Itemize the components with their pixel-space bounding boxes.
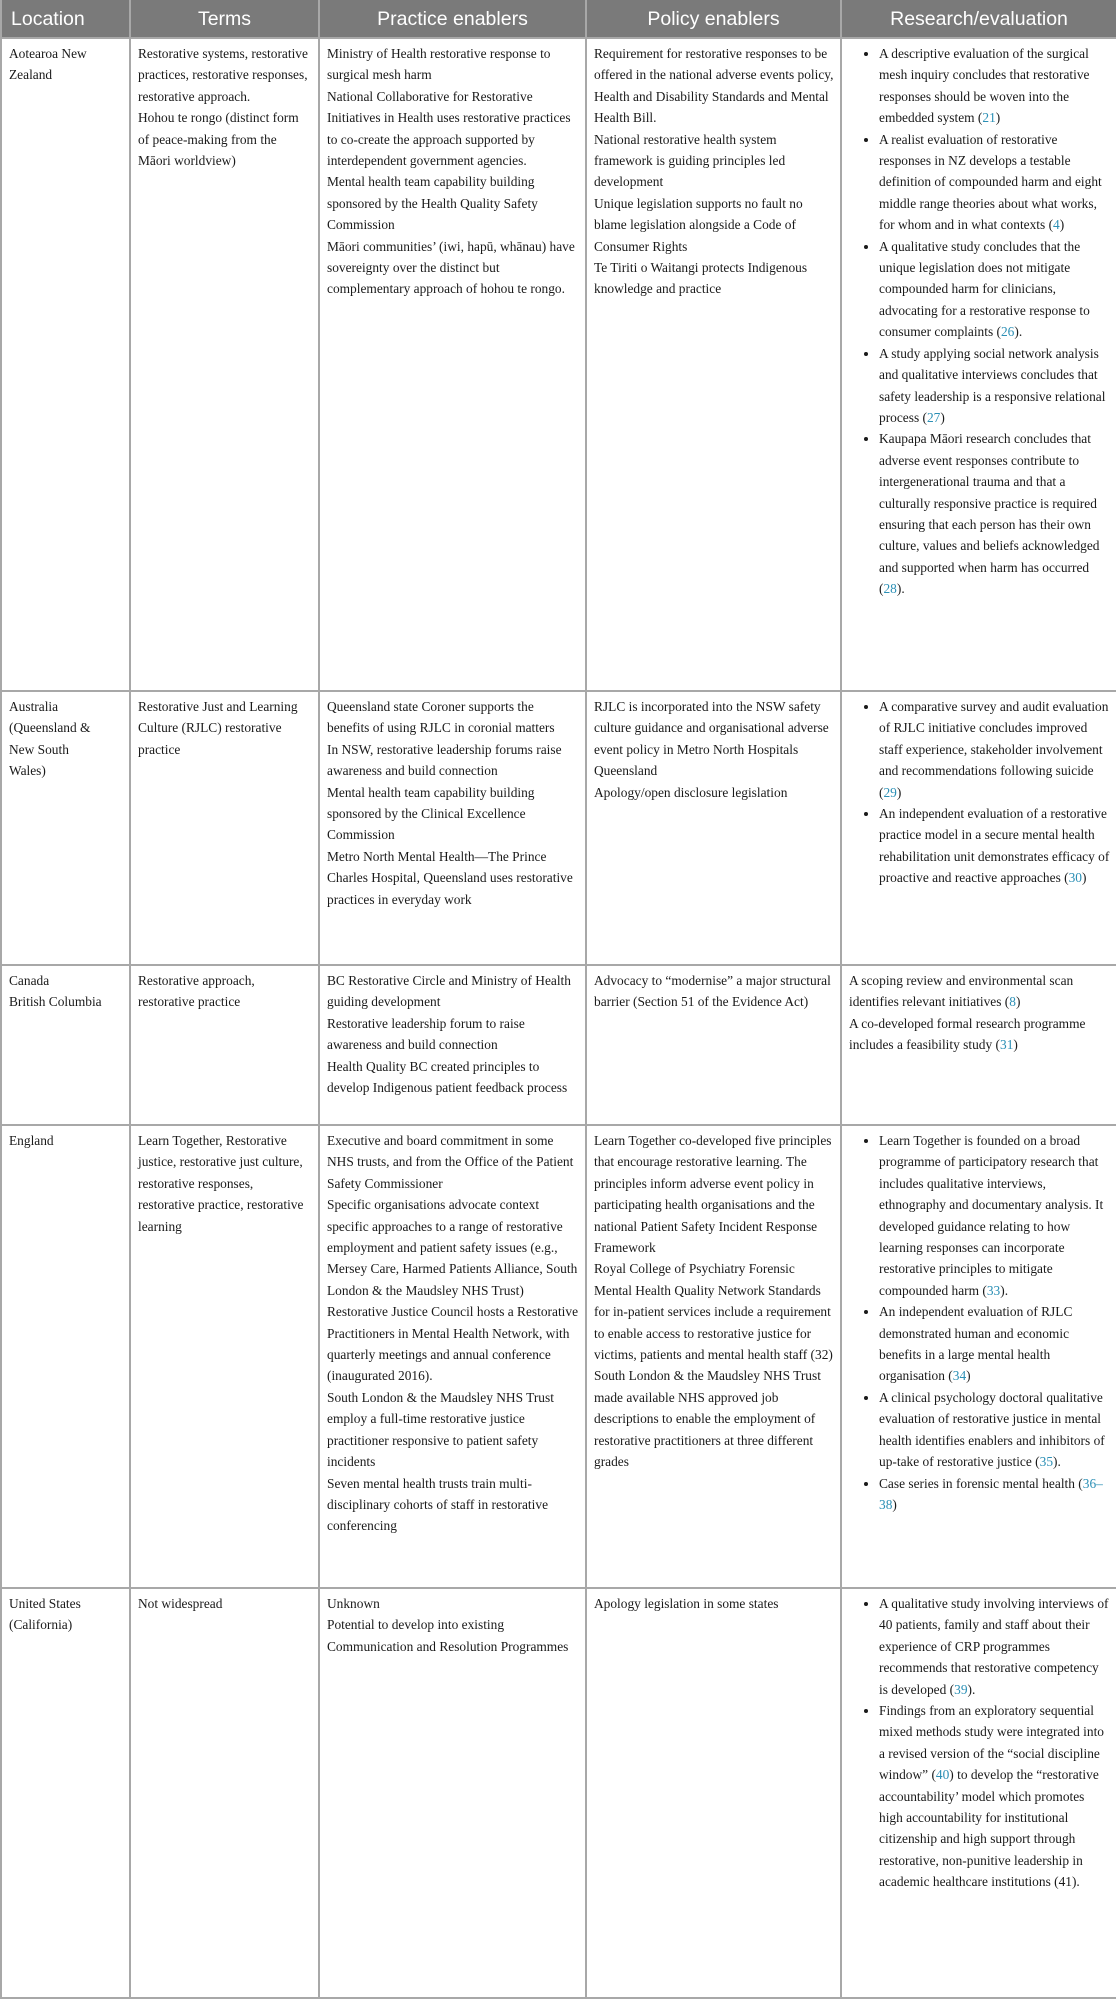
research-text: A comparative survey and audit evaluation of RJLC initiative concludes improved staff experience, stakeholder involvement and recommendations following suicide ( (879, 699, 1109, 800)
location-cell-line: (Queensland & (9, 720, 91, 736)
terms-cell-line: Restorative Just and Learning Culture (RJLC) restorative practice (138, 699, 298, 757)
location-cell-line: New South (9, 741, 69, 757)
research-text-tail: ). (1053, 1454, 1061, 1470)
practice-enablers-cell-line: Metro North Mental Health—The Prince Charles Hospital, Queensland uses restorative practices in everyday work (327, 848, 573, 907)
location-cell-line: Zealand (9, 67, 53, 83)
location-cell-line: England (9, 1133, 54, 1148)
reference-link[interactable]: 31 (1000, 1037, 1014, 1053)
practice-enablers-cell (319, 965, 586, 1125)
research-text: A co-developed formal research programme includes a feasibility study ( (849, 1015, 1086, 1053)
practice-enablers-cell (319, 1125, 586, 1588)
location-cell-line: Wales) (9, 763, 46, 779)
research-paragraph (849, 970, 1110, 1013)
research-bullet-item (879, 1473, 1110, 1516)
research-evaluation-cell (841, 691, 1116, 965)
reference-link[interactable]: 4 (1053, 217, 1060, 233)
research-text-tail: ) (1015, 994, 1021, 1010)
research-text: A study applying social network analysis and qualitative interviews concludes that safety leadership is a responsive relational process ( (879, 345, 1106, 425)
research-text: An independent evaluation of RJLC demonstrated human and economic benefits in a large mental health organisation ( (879, 1304, 1073, 1384)
header-practice-enablers: Practice enablers (319, 0, 586, 38)
practice-enablers-cell-line: Mental health team capability building sponsored by the Health Quality Safety Commission (327, 174, 538, 233)
policy-enablers-cell-line: Apology legislation in some states (594, 1596, 779, 1611)
research-text: An independent evaluation of a restorative practice model in a secure mental health rehabilitation unit demonstrates efficacy of proactive and reactive approaches ( (879, 806, 1110, 886)
research-text-tail: ). (896, 581, 905, 597)
research-bullet-item (879, 1387, 1110, 1473)
research-text-tail: ) (1082, 870, 1087, 886)
location-cell (1, 965, 130, 1125)
reference-link[interactable]: 29 (883, 784, 897, 800)
location-cell-line: British Columbia (9, 994, 102, 1010)
research-text: A clinical psychology doctoral qualitative evaluation of restorative justice in mental health identifies enablers and inhibitors of up-take of restorative justice ( (879, 1389, 1105, 1470)
research-bullet-item (879, 428, 1110, 599)
table-row (1, 38, 1116, 691)
research-text-tail: ) to develop the “restorative accountability’ model which promotes high accountability for institutional citizenship and high support through restorative, non-punitive leadership in academic healthcare institutions (41). (879, 1767, 1099, 1890)
research-text: Findings from an exploratory sequential mixed methods study were integrated into a revised version of the “social discipline window” ( (879, 1703, 1104, 1783)
policy-enablers-cell (586, 1125, 841, 1588)
practice-enablers-cell-line: Potential to develop into existing Communication and Resolution Programmes (327, 1617, 569, 1654)
terms-cell (130, 38, 319, 691)
table-header-row (1, 0, 1116, 38)
policy-enablers-cell-line: National restorative health system framework is guiding principles led development (594, 131, 786, 190)
practice-enablers-cell-line: Unknown (327, 1596, 380, 1611)
research-text: A qualitative study involving interviews of 40 patients, family and staff about their experience of CRP programmes recommends that restorative competency is developed ( (879, 1596, 1109, 1697)
policy-enablers-cell-line: Advocacy to “modernise” a major structural barrier (Section 51 of the Evidence Act) (594, 973, 831, 1010)
research-text-tail: ). (967, 1681, 976, 1697)
research-bullet-item (879, 1301, 1110, 1387)
research-bullet-item (879, 129, 1110, 236)
practice-enablers-cell-line: National Collaborative for Restorative Initiatives in Health uses restorative practices to co-create the approach supported by interdependent government agencies. (327, 88, 571, 169)
practice-enablers-cell-line: Ministry of Health restorative response to surgical mesh harm (327, 46, 551, 83)
research-text: Kaupapa Māori research concludes that adverse event responses contribute to intergenerational trauma and that a culturally responsive practice is required ensuring that each person has their own culture, values and beliefs acknowledged and supported when harm has occurred ( (879, 431, 1100, 597)
location-cell-line: Australia (9, 699, 59, 714)
policy-enablers-cell-line: RJLC is incorporated into the NSW safety culture guidance and organisational adverse event policy in Metro North Hospitals Queensland (594, 699, 829, 779)
research-bullet-item (879, 696, 1110, 803)
table-row (1, 965, 1116, 1125)
terms-cell-line: Learn Together, Restorative justice, restorative just culture, restorative responses, restorative practice, restorative learning (138, 1133, 304, 1234)
terms-cell-line: Restorative approach, restorative practice (138, 973, 255, 1010)
practice-enablers-cell-line: Specific organisations advocate context specific approaches to a range of restorative employment and patient safety issues (e.g., Mersey Care, Harmed Patients Alliance, South London & the Maudsley NHS Trust) (327, 1197, 578, 1298)
research-bullet-item (879, 236, 1110, 343)
location-cell-line: United States (9, 1596, 81, 1611)
policy-enablers-cell (586, 1588, 841, 1998)
location-cell-line: (California) (9, 1617, 73, 1633)
header-policy-enablers: Policy enablers (586, 0, 841, 38)
terms-cell (130, 1125, 319, 1588)
reference-link[interactable]: 27 (926, 409, 941, 425)
reference-link[interactable]: 34 (952, 1368, 967, 1384)
research-paragraph (849, 1013, 1110, 1056)
reference-link[interactable]: 21 (982, 110, 996, 126)
research-text-tail: ). (1000, 1282, 1009, 1298)
research-text-tail: ) (995, 110, 1001, 126)
terms-cell (130, 965, 319, 1125)
research-bullet-list (849, 43, 1110, 600)
location-cell-line: Aotearoa New (9, 46, 87, 61)
research-evaluation-cell (841, 965, 1116, 1125)
research-bullet-list (849, 696, 1110, 889)
terms-cell-line: Not widespread (138, 1596, 223, 1611)
research-text: A descriptive evaluation of the surgical mesh inquiry concludes that restorative responses should be woven into the embedded system ( (879, 46, 1090, 126)
research-text: A realist evaluation of restorative responses in NZ develops a testable definition of compounded harm and eight middle range theories about what works, for whom and in what contexts ( (879, 131, 1102, 233)
research-bullet-item (879, 43, 1110, 129)
reference-link[interactable]: 28 (883, 581, 897, 597)
terms-cell (130, 691, 319, 965)
reference-link[interactable]: 40 (935, 1767, 950, 1783)
terms-cell-line: Hohou te rongo (distinct form of peace-making from the Māori worldview) (138, 110, 299, 169)
practice-enablers-cell (319, 38, 586, 691)
policy-enablers-cell-line: Learn Together co-developed five principles that encourage restorative learning. The principles inform adverse event policy in participating health organisations and the national Patient Safety Incident Response Framework (594, 1133, 832, 1256)
reference-link[interactable]: 39 (954, 1681, 968, 1697)
policy-enablers-cell (586, 691, 841, 965)
research-text-tail: ). (1014, 324, 1023, 340)
research-bullet-item (879, 803, 1110, 889)
research-text-tail: ) (1013, 1037, 1018, 1053)
practice-enablers-cell-line: Health Quality BC created principles to develop Indigenous patient feedback process (327, 1058, 568, 1096)
location-cell-line: Canada (9, 973, 50, 988)
header-terms: Terms (130, 0, 319, 38)
policy-enablers-cell-line: South London & the Maudsley NHS Trust made available NHS approved job descriptions to enable the employment of restorative practitioners at three different grades (594, 1368, 821, 1470)
reference-link[interactable]: 33 (986, 1282, 1001, 1298)
policy-enablers-cell (586, 965, 841, 1125)
table-row (1, 691, 1116, 965)
practice-enablers-cell-line: Mental health team capability building sponsored by the Clinical Excellence Commission (327, 784, 535, 843)
research-text-tail: ) (892, 1496, 897, 1512)
location-cell (1, 1588, 130, 1998)
practice-enablers-cell-line: Restorative leadership forum to raise awareness and build connection (327, 1015, 525, 1053)
research-bullet-item (879, 1593, 1110, 1700)
table-row (1, 1125, 1116, 1588)
terms-cell-line: Restorative systems, restorative practices, restorative responses, restorative approach. (138, 46, 308, 104)
research-bullet-list (849, 1593, 1110, 1893)
practice-enablers-cell-line: Executive and board commitment in some NHS trusts, and from the Office of the Patient Safety Commissioner (327, 1133, 574, 1191)
research-text-tail: ) (896, 784, 902, 800)
policy-enablers-cell-line: Apology/open disclosure legislation (594, 784, 788, 800)
practice-enablers-cell (319, 691, 586, 965)
research-bullet-item (879, 1130, 1110, 1301)
practice-enablers-cell-line: Seven mental health trusts train multi-disciplinary cohorts of staff in restorative conferencing (327, 1475, 549, 1534)
location-cell (1, 38, 130, 691)
research-evaluation-cell (841, 1588, 1116, 1998)
table-row (1, 1588, 1116, 1998)
research-text-tail: ) (966, 1368, 971, 1384)
research-evaluation-cell (841, 38, 1116, 691)
reference-link[interactable]: 35 (1039, 1454, 1054, 1470)
research-text: A qualitative study concludes that the unique legislation does not mitigate compounded harm for clinicians, advocating for a restorative response to consumer complaints ( (879, 238, 1090, 340)
practice-enablers-cell-line: South London & the Maudsley NHS Trust employ a full-time restorative justice practitioner responsive to patient safety incidents (327, 1389, 554, 1470)
policy-enablers-cell-line: Requirement for restorative responses to be offered in the national adverse events policy, Health and Disability Standards and Mental Health Bill. (594, 46, 834, 126)
header-research-evaluation: Research/evaluation (841, 0, 1116, 38)
reference-link[interactable]: 26 (1000, 324, 1015, 340)
research-text-tail: ) (940, 409, 945, 425)
practice-enablers-cell-line: In NSW, restorative leadership forums raise awareness and build connection (327, 741, 562, 779)
research-evaluation-cell (841, 1125, 1116, 1588)
practice-enablers-cell-line: Restorative Justice Council hosts a Restorative Practitioners in Mental Health Network, with quarterly meetings and annual conference (inaugurated 2016). (327, 1304, 579, 1384)
reference-link[interactable]: 36–38 (879, 1475, 1103, 1512)
research-text: Case series in forensic mental health ( (879, 1475, 1083, 1491)
research-text: Learn Together is founded on a broad programme of participatory research that includes qualitative interviews, ethnography and documentary analysis. It developed guidance relating to how learning responses can incorporate restorative principles to mitigate compounded harm ( (879, 1133, 1104, 1298)
location-cell (1, 1125, 130, 1588)
location-cell (1, 691, 130, 965)
header-location: Location (1, 0, 130, 38)
research-text-tail: ) (1059, 217, 1065, 233)
research-text: A scoping review and environmental scan identifies relevant initiatives ( (849, 973, 1074, 1010)
research-bullet-item (879, 1700, 1110, 1893)
practice-enablers-cell (319, 1588, 586, 1998)
policy-enablers-cell (586, 38, 841, 691)
policy-enablers-cell-line: Royal College of Psychiatry Forensic Mental Health Quality Network Standards for in-patient services include a requirement to enable access to restorative justice for victims, patients and mental health staff (32) (594, 1261, 833, 1363)
policy-enablers-cell-line: Te Tiriti o Waitangi protects Indigenous knowledge and practice (594, 260, 808, 297)
research-bullet-item (879, 343, 1110, 429)
reference-link[interactable]: 30 (1068, 870, 1082, 886)
practice-enablers-cell-line: Māori communities’ (iwi, hapū, whānau) have sovereignty over the distinct but complementary approach of hohou te rongo. (327, 238, 575, 297)
policy-enablers-cell-line: Unique legislation supports no fault no blame legislation alongside a Code of Consumer Rights (594, 195, 803, 254)
reference-link[interactable]: 8 (1009, 994, 1016, 1010)
practice-enablers-cell-line: Queensland state Coroner supports the benefits of using RJLC in coronial matters (327, 699, 555, 736)
research-bullet-list (849, 1130, 1110, 1515)
practice-enablers-cell-line: BC Restorative Circle and Ministry of Health guiding development (327, 973, 571, 1010)
terms-cell (130, 1588, 319, 1998)
